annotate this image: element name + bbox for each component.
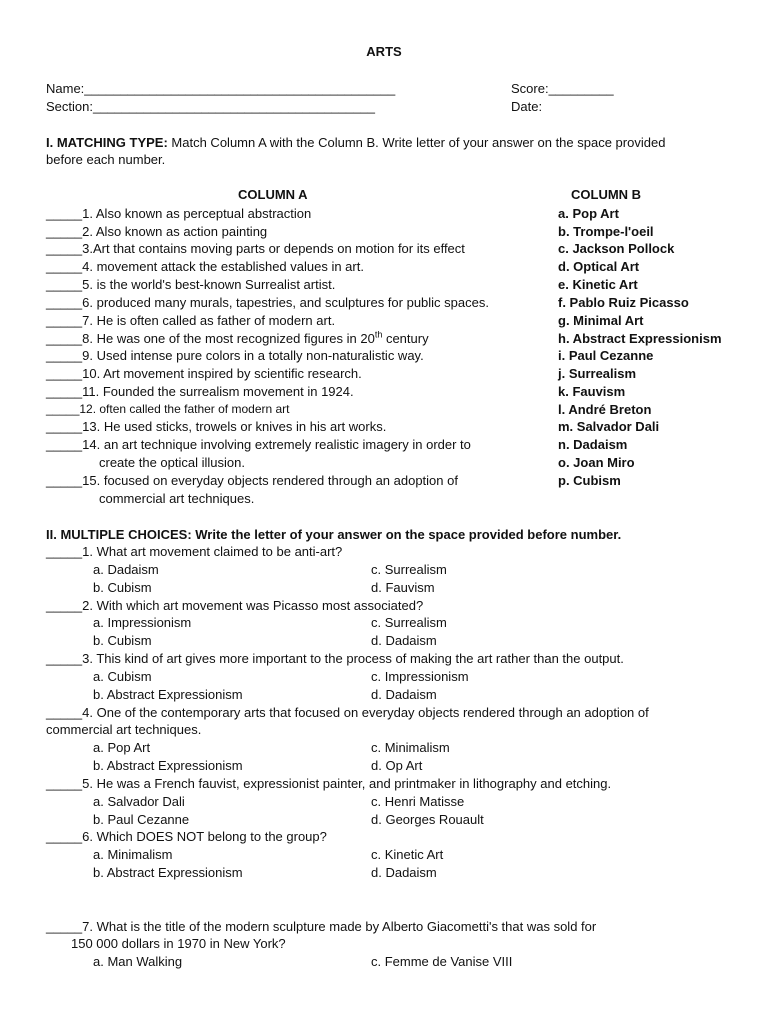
mc-question: _____6. Which DOES NOT belong to the group? xyxy=(46,829,327,844)
column-b-choice: o. Joan Miro xyxy=(558,455,635,470)
column-b-choice: g. Minimal Art xyxy=(558,313,644,328)
column-b-choice: a. Pop Art xyxy=(558,206,619,221)
mc-option: c. Kinetic Art xyxy=(371,847,444,862)
part1-instruction xyxy=(46,134,665,151)
matching-item: _____4. movement attack the established values in art. xyxy=(46,259,364,274)
matching-item: _____6. produced many murals, tapestries, and sculptures for public spaces. xyxy=(46,295,489,310)
mc-option: c. Surrealism xyxy=(371,562,447,577)
mc-option: c. Impressionism xyxy=(371,669,469,684)
mc-option: c. Henri Matisse xyxy=(371,794,465,809)
column-b-choice: b. Trompe-l'oeil xyxy=(558,224,654,239)
mc-option: a. Man Walking xyxy=(93,954,183,969)
matching-item: _____13. He used sticks, trowels or knives in his art works. xyxy=(46,419,387,434)
mc-option: a. Dadaism xyxy=(93,562,159,577)
column-b-title: COLUMN B xyxy=(571,187,642,202)
date-field: Date: xyxy=(511,99,543,114)
mc-option: b. Cubism xyxy=(93,633,152,648)
column-b-choice: n. Dadaism xyxy=(558,437,628,452)
mc-option: c. Minimalism xyxy=(371,740,450,755)
matching-item-8-sup: th xyxy=(374,329,383,340)
part2-heading: II. MULTIPLE CHOICES: Write the letter of your answer on the space provided before number. xyxy=(46,527,622,542)
matching-item: _____15. focused on everyday objects rendered through an adoption of xyxy=(46,473,458,488)
mc-option: d. Dadaism xyxy=(371,633,437,648)
mc-question: _____7. What is the title of the modern sculpture made by Alberto Giacometti's that was sold for xyxy=(46,919,597,934)
mc-option: d. Georges Rouault xyxy=(371,812,484,827)
mc-option: c. Femme de Vanise VIII xyxy=(371,954,513,969)
column-b-choice: d. Optical Art xyxy=(558,259,640,274)
mc-option: d. Dadaism xyxy=(371,865,437,880)
mc-option: b. Abstract Expressionism xyxy=(93,865,243,880)
mc-option: c. Surrealism xyxy=(371,615,447,630)
mc-option: a. Cubism xyxy=(93,669,152,684)
mc-option: b. Abstract Expressionism xyxy=(93,758,243,773)
matching-item-continuation: create the optical illusion. xyxy=(99,455,245,470)
column-b-choice: i. Paul Cezanne xyxy=(558,348,654,363)
section-field: Section:_______________________________________ xyxy=(46,99,375,114)
part1-heading: I. MATCHING TYPE: xyxy=(46,135,168,150)
mc-question: _____3. This kind of art gives more important to the process of making the art rather than the output. xyxy=(46,651,624,666)
column-a-title: COLUMN A xyxy=(238,187,308,202)
column-b-choice: p. Cubism xyxy=(558,473,621,488)
matching-item: _____7. He is often called as father of modern art. xyxy=(46,313,336,328)
matching-item-8-tail: century xyxy=(382,331,429,346)
mc-option: a. Salvador Dali xyxy=(93,794,185,809)
mc-option: a. Minimalism xyxy=(93,847,173,862)
mc-question-continuation: 150 000 dollars in 1970 in New York? xyxy=(71,936,286,951)
mc-question-continuation: commercial art techniques. xyxy=(46,722,202,737)
matching-item: _____3.Art that contains moving parts or depends on motion for its effect xyxy=(46,241,465,256)
mc-question: _____5. He was a French fauvist, expressionist painter, and printmaker in lithography and etching. xyxy=(46,776,612,791)
part1-instruction-text: Match Column A with the Column B. Write letter of your answer on the space provided xyxy=(167,135,666,150)
mc-option: a. Pop Art xyxy=(93,740,151,755)
mc-question: _____2. With which art movement was Picasso most associated? xyxy=(46,598,424,613)
matching-item: _____14. an art technique involving extremely realistic imagery in order to xyxy=(46,437,471,452)
column-b-choice: f. Pablo Ruiz Picasso xyxy=(558,295,689,310)
matching-item: _____2. Also known as action painting xyxy=(46,224,268,239)
page-title: ARTS xyxy=(366,44,402,59)
column-b-choice: j. Surrealism xyxy=(558,366,637,381)
matching-item: _____1. Also known as perceptual abstraction xyxy=(46,206,312,221)
matching-item-8-text: _____8. He was one of the most recognized figures in 20 xyxy=(46,331,375,346)
matching-item: _____11. Founded the surrealism movement in 1924. xyxy=(46,384,354,399)
column-b-choice: c. Jackson Pollock xyxy=(558,241,675,256)
part1-instruction-line2: before each number. xyxy=(46,152,166,167)
mc-question: _____1. What art movement claimed to be anti-art? xyxy=(46,544,343,559)
matching-item: _____5. is the world's best-known Surrealist artist. xyxy=(46,277,336,292)
matching-item-continuation: commercial art techniques. xyxy=(99,491,255,506)
column-b-choice: e. Kinetic Art xyxy=(558,277,638,292)
score-field: Score:_________ xyxy=(511,81,614,96)
mc-option: d. Op Art xyxy=(371,758,423,773)
name-field: Name:___________________________________________ xyxy=(46,81,396,96)
column-b-choice: k. Fauvism xyxy=(558,384,626,399)
matching-item: _____12. often called the father of modern art xyxy=(46,402,290,416)
column-b-choice: m. Salvador Dali xyxy=(558,419,660,434)
mc-question: _____4. One of the contemporary arts that focused on everyday objects rendered through an adoption of xyxy=(46,705,649,720)
matching-item: _____10. Art movement inspired by scientific research. xyxy=(46,366,362,381)
mc-option: d. Fauvism xyxy=(371,580,435,595)
matching-item: _____9. Used intense pure colors in a totally non-naturalistic way. xyxy=(46,348,424,363)
column-b-choice: l. André Breton xyxy=(558,402,652,417)
column-b-choice: h. Abstract Expressionism xyxy=(558,331,722,346)
mc-option: b. Abstract Expressionism xyxy=(93,687,243,702)
mc-option: a. Impressionism xyxy=(93,615,192,630)
mc-option: d. Dadaism xyxy=(371,687,437,702)
mc-option: b. Paul Cezanne xyxy=(93,812,190,827)
mc-option: b. Cubism xyxy=(93,580,152,595)
matching-item xyxy=(46,330,429,347)
